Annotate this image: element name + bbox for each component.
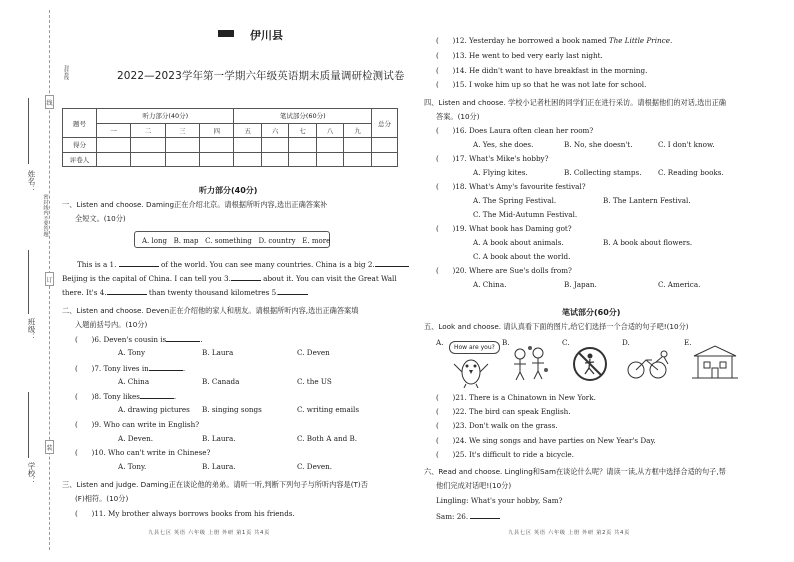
judge-item-13 xyxy=(436,51,603,60)
score-table xyxy=(62,108,398,167)
question-text: )19. What book has Daming got? xyxy=(452,224,572,233)
sentence-item xyxy=(436,393,596,402)
passage-line-1 xyxy=(77,259,409,269)
binding-stamp: 封装线 xyxy=(63,65,69,80)
judge-text: )15. I woke him up so that he was not late for school. xyxy=(452,80,647,89)
dialogue-text: Sam: 26. xyxy=(436,512,469,521)
score-col-1: 一 xyxy=(97,123,131,138)
answer-paren[interactable]: ( xyxy=(436,421,453,431)
choice-question xyxy=(436,266,572,275)
pic-label-a: A. xyxy=(436,338,444,347)
part6-title-cont: 他们完成对话吧!(10分) xyxy=(436,481,512,490)
pic-label-d: D. xyxy=(622,338,630,347)
option-a[interactable]: A. Tony. xyxy=(118,462,147,471)
grader-cell[interactable] xyxy=(261,152,288,167)
score-table-total: 总分 xyxy=(372,109,398,138)
sentence-item xyxy=(436,450,574,459)
seal-mark-2: 订 xyxy=(45,272,54,286)
dialogue-line-1: Lingling: What's your hobby, Sam? xyxy=(436,496,563,505)
part5-title: 五、Look and choose. 请认真看下面的图片,给它们选择一个合适的句子吧!(10分) xyxy=(424,322,689,331)
choice-question xyxy=(75,420,199,429)
choice-question xyxy=(75,334,203,344)
judge-text: )13. He went to bed very early last night. xyxy=(452,51,603,60)
answer-paren[interactable]: ( xyxy=(75,363,92,373)
choice-question xyxy=(75,363,185,373)
footer-page-1: 九县七区 英语 六年级 上册 外研 第1页 共4页 xyxy=(148,530,270,536)
seal-mark-1: 线 xyxy=(45,95,54,109)
answer-paren[interactable]: ( xyxy=(75,335,92,344)
judge-text: )11. My brother always borrows books from his friends. xyxy=(91,509,295,518)
grader-row-label: 评卷人 xyxy=(63,152,97,167)
question-text: )18. What's Amy's favourite festival? xyxy=(452,182,586,191)
passage-text: about it. You can visit the Great Wall xyxy=(260,274,397,283)
option-a[interactable]: A. China. xyxy=(473,280,507,289)
passage-line-3 xyxy=(62,287,308,297)
score-table-writing: 笔试部分(60分) xyxy=(234,109,372,124)
choice-question xyxy=(436,182,586,191)
option-b[interactable]: B. Collecting stamps. xyxy=(564,168,642,177)
score-col-6: 六 xyxy=(261,123,288,138)
sentence-item xyxy=(436,436,656,445)
answer-blank[interactable] xyxy=(140,391,177,401)
grader-cell[interactable] xyxy=(316,152,343,167)
option-b[interactable]: B. A book about flowers. xyxy=(603,238,693,247)
name-field[interactable] xyxy=(28,98,38,164)
county-title: 伊川县 xyxy=(250,29,283,42)
seal-mark-3: 装 xyxy=(45,440,54,454)
part1-title: 一、Listen and choose. Daming正在介绍北京。请根据所听内容,选出正确答案补 xyxy=(62,200,328,209)
answer-paren[interactable]: ( xyxy=(436,449,453,459)
score-cell[interactable] xyxy=(131,138,165,153)
speech-bubble: How are you? xyxy=(449,341,500,354)
passage-text: This is a 1. xyxy=(77,260,119,269)
answer-paren[interactable]: ( xyxy=(436,393,453,402)
answer-paren[interactable]: ( xyxy=(436,266,453,275)
score-cell[interactable] xyxy=(261,138,288,153)
option-c[interactable]: C. Reading books. xyxy=(658,168,724,177)
question-text: )6. Deven's cousin is xyxy=(91,335,167,344)
binding-instruction: 密封线内不要答题 xyxy=(42,194,48,237)
score-cell[interactable] xyxy=(344,138,372,153)
part4-title-cont: 答案。(10分) xyxy=(436,112,480,121)
blank-4[interactable] xyxy=(107,287,147,295)
option-c[interactable]: C. America. xyxy=(658,280,701,289)
no-walking-sign-icon xyxy=(572,346,608,382)
part3-title-cont: (F)相符。(10分) xyxy=(75,494,129,503)
part2-title-cont: 入题前括号内。(10分) xyxy=(75,320,148,329)
score-row-label: 得分 xyxy=(63,138,97,153)
blank-5[interactable] xyxy=(278,287,308,295)
name-label: 姓名： xyxy=(27,170,36,193)
sentence-item xyxy=(436,407,571,416)
choice-question xyxy=(436,224,572,233)
option-a[interactable]: A. Deven. xyxy=(118,433,154,443)
passage-text: Beijing is the capital of China. I can tell you 3. xyxy=(62,274,231,283)
blank-26[interactable] xyxy=(470,511,500,519)
score-col-8: 八 xyxy=(316,123,343,138)
parrot-icon xyxy=(452,354,490,388)
score-col-9: 九 xyxy=(344,123,372,138)
option-a[interactable]: A. drawing pictures xyxy=(118,405,190,414)
bicycle-fall-icon xyxy=(626,348,670,380)
judge-text: )12. Yesterday he borrowed a book named xyxy=(452,36,609,45)
grader-cell[interactable] xyxy=(289,152,316,167)
dialogue-line-2 xyxy=(436,511,500,521)
grader-cell[interactable] xyxy=(344,152,372,167)
judge-item-14 xyxy=(436,66,647,75)
answer-paren[interactable]: ( xyxy=(75,419,92,429)
grader-cell[interactable] xyxy=(234,152,261,167)
class-field[interactable] xyxy=(28,250,38,314)
option-b[interactable]: B. Laura. xyxy=(202,433,236,443)
grader-cell[interactable] xyxy=(97,152,131,167)
option-a[interactable]: A. Yes, she does. xyxy=(473,140,534,149)
option-c[interactable]: C. The Mid-Autumn Festival. xyxy=(473,210,578,219)
choice-question xyxy=(436,154,548,163)
part6-title: 六、Read and choose. Lingling和Sam在谈论什么呢？请读一读,从方框中选择合适的句子,帮 xyxy=(424,467,726,476)
question-text: )20. Where are Sue's dolls from? xyxy=(452,266,572,275)
judge-item-12 xyxy=(436,36,672,45)
choice-question xyxy=(436,126,593,135)
score-cell[interactable] xyxy=(289,138,316,153)
grader-cell[interactable] xyxy=(200,152,234,167)
school-label: 学校： xyxy=(27,462,36,485)
sentence-text: )23. Don't walk on the grass. xyxy=(452,421,558,431)
question-text: )17. What's Mike's hobby? xyxy=(452,154,549,163)
question-text: )16. Does Laura often clean her room? xyxy=(452,126,594,135)
party-kids-icon xyxy=(510,344,550,382)
score-cell[interactable] xyxy=(200,138,234,153)
option-a[interactable]: A. A book about animals. xyxy=(473,238,564,247)
option-c[interactable]: C. writing emails xyxy=(297,405,360,414)
exam-title: 2022—2023学年第一学期六年级英语期末质量调研检测试卷 xyxy=(117,70,405,82)
option-b[interactable]: B. Japan. xyxy=(564,280,597,289)
choice-question xyxy=(75,448,210,457)
option-b[interactable]: B. The Lantern Festival. xyxy=(603,196,691,205)
writing-heading: 笔试部分(60分) xyxy=(562,308,621,317)
score-col-3: 三 xyxy=(165,123,199,138)
grader-cell[interactable] xyxy=(131,152,165,167)
word-bank-options: A. long B. map C. something D. country E. more xyxy=(142,237,331,245)
part4-title: 四、Listen and choose. 学校小记者杜困的同学们正在进行采访。请根据他们的对话,选出正确 xyxy=(424,98,726,107)
period: . xyxy=(182,363,186,373)
option-a[interactable]: A. The Spring Festival. xyxy=(473,196,557,205)
answer-paren[interactable]: ( xyxy=(436,80,453,89)
class-label: 班级： xyxy=(27,318,36,341)
header-scan-mark xyxy=(218,30,234,37)
sentence-item xyxy=(436,421,558,430)
answer-paren[interactable]: ( xyxy=(436,51,453,60)
score-table-header: 题号 xyxy=(63,109,97,138)
score-table-listening: 听力部分(40分) xyxy=(97,109,234,124)
blank-1[interactable] xyxy=(119,259,159,267)
answer-paren[interactable]: ( xyxy=(75,392,92,401)
book-title: The Little Prince. xyxy=(608,36,673,45)
question-text: )10. Who can't write in Chinese? xyxy=(91,448,211,457)
sentence-text: )22. The bird can speak English. xyxy=(452,407,571,417)
pic-label-b: B. xyxy=(502,338,510,347)
choice-question xyxy=(75,391,176,401)
answer-paren[interactable]: ( xyxy=(75,448,92,457)
part3-title: 三、Listen and judge. Daming正在谈论他的弟弟。请听一听,判断下列句子与所听内容是(T)否 xyxy=(62,480,368,489)
option-a[interactable]: A. China xyxy=(118,376,150,386)
pic-label-c: C. xyxy=(562,338,570,347)
sentence-text: )24. We sing songs and have parties on New Year's Day. xyxy=(452,435,656,445)
sentence-text: )21. There is a Chinatown in New York. xyxy=(452,393,596,402)
period: . xyxy=(200,335,203,344)
period: . xyxy=(173,392,177,401)
school-field[interactable] xyxy=(28,392,38,458)
judge-item-11 xyxy=(75,509,295,518)
part1-title-cont: 全短文。(10分) xyxy=(75,214,126,223)
option-c[interactable]: C. the US xyxy=(297,376,332,386)
part2-title: 二、Listen and choose. Deven正在介绍他的家人和朋友。请根据所听内容,选出正确答案填 xyxy=(62,306,359,315)
option-b[interactable]: B. Laura xyxy=(202,348,234,357)
pic-label-e: E. xyxy=(684,338,692,347)
option-c[interactable]: C. Deven. xyxy=(297,462,333,471)
judge-item-15 xyxy=(436,80,646,89)
option-a[interactable]: A. Flying kites. xyxy=(473,168,528,177)
option-c[interactable]: C. I don't know. xyxy=(658,140,715,149)
passage-line-2 xyxy=(62,273,397,283)
option-b[interactable]: B. Canada xyxy=(202,376,240,386)
question-text: )7. Tony lives in xyxy=(91,363,149,373)
footer-page-2: 九县七区 英语 六年级 上册 外研 第2页 共4页 xyxy=(508,530,630,536)
option-a[interactable]: A. Tony xyxy=(118,348,146,357)
score-cell[interactable] xyxy=(165,138,199,153)
score-col-5: 五 xyxy=(234,123,261,138)
option-b[interactable]: B. Laura. xyxy=(202,462,236,471)
question-text: )9. Who can write in English? xyxy=(91,419,200,429)
score-cell[interactable] xyxy=(372,138,398,153)
option-b[interactable]: B. No, she doesn't. xyxy=(564,140,633,149)
option-b[interactable]: B. singing songs xyxy=(202,405,262,414)
grader-cell[interactable] xyxy=(165,152,199,167)
chinatown-icon xyxy=(690,342,740,382)
answer-paren[interactable]: ( xyxy=(75,509,92,518)
option-c[interactable]: C. A book about the world. xyxy=(473,252,571,261)
passage-text: of the world. You can see many countries. China is a big 2. xyxy=(158,260,375,269)
score-cell[interactable] xyxy=(234,138,261,153)
sentence-text: )25. It's difficult to ride a bicycle. xyxy=(452,449,574,459)
score-col-7: 七 xyxy=(289,123,316,138)
judge-text: )14. He didn't want to have breakfast in the morning. xyxy=(452,66,648,75)
answer-paren[interactable]: ( xyxy=(436,126,453,135)
question-text: )8. Tony likes xyxy=(91,392,140,401)
grader-cell[interactable] xyxy=(372,152,398,167)
answer-paren[interactable]: ( xyxy=(436,36,453,45)
score-cell[interactable] xyxy=(97,138,131,153)
listening-heading: 听力部分(40分) xyxy=(199,186,258,195)
option-c[interactable]: C. Deven xyxy=(297,348,330,357)
answer-paren[interactable]: ( xyxy=(436,224,453,233)
answer-paren[interactable]: ( xyxy=(436,182,453,191)
score-col-4: 四 xyxy=(200,123,234,138)
blank-3[interactable] xyxy=(231,273,261,281)
blank-2[interactable] xyxy=(375,259,409,267)
answer-paren[interactable]: ( xyxy=(436,435,453,445)
option-c[interactable]: C. Both A and B. xyxy=(297,433,358,443)
answer-paren[interactable]: ( xyxy=(436,66,453,75)
passage-text: than twenty thousand kilometres 5. xyxy=(146,288,279,297)
answer-paren[interactable]: ( xyxy=(436,407,453,417)
score-col-2: 二 xyxy=(131,123,165,138)
passage-text: there. It's 4. xyxy=(62,288,107,297)
answer-blank[interactable] xyxy=(166,334,203,344)
score-cell[interactable] xyxy=(316,138,343,153)
answer-blank[interactable] xyxy=(149,363,186,373)
answer-paren[interactable]: ( xyxy=(436,154,453,163)
